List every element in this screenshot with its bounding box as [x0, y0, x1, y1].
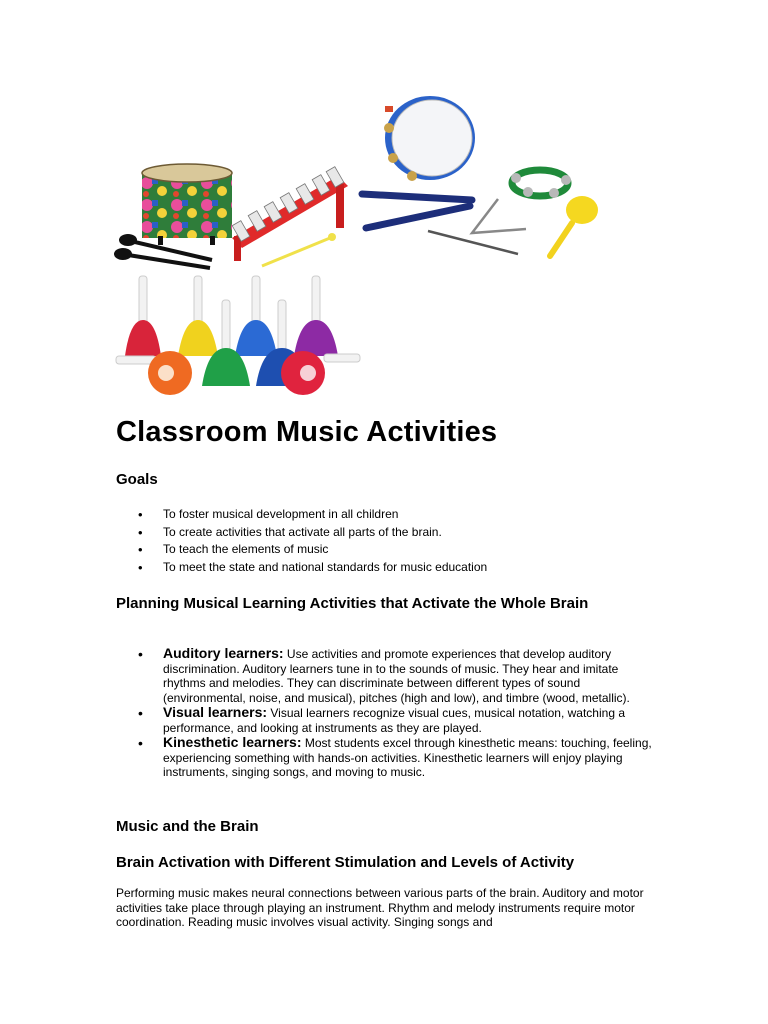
- learner-item-visual: [116, 705, 656, 735]
- learners-list: [116, 646, 656, 780]
- learner-label: Auditory learners:: [163, 645, 284, 661]
- body-paragraph: Performing music makes neural connections between various parts of the brain. Auditory and motor activities take place through playing an instrument. Rhythm and melody instruments require motor coordination. Reading music involves visual activity. Singing songs and: [116, 886, 644, 929]
- goals-list: [116, 506, 487, 577]
- rhythm-sticks-icon: [362, 194, 472, 228]
- music-instruments-illustration: [110, 88, 610, 403]
- learner-label: Kinesthetic learners:: [163, 734, 302, 750]
- goal-item: • To teach the elements of music: [116, 541, 487, 559]
- activation-heading: Brain Activation with Different Stimulation and Levels of Activity: [116, 854, 575, 871]
- goals-heading: Goals: [116, 471, 158, 488]
- tambourine-icon: [384, 96, 475, 181]
- maraca-icon: [550, 196, 598, 256]
- goal-item: • To foster musical development in all children: [116, 506, 487, 524]
- brain-heading: Music and the Brain: [116, 818, 259, 835]
- planning-heading: Planning Musical Learning Activities that Activate the Whole Brain: [116, 595, 589, 612]
- learner-description: Visual learners recognize visual cues, musical notation, watching a performance, and looking at instruments as they are played.: [163, 706, 625, 735]
- jingle-bells-icon: [511, 170, 571, 198]
- learner-label: Visual learners:: [163, 704, 268, 720]
- triangle-icon: [428, 199, 526, 254]
- drum-icon: [142, 164, 232, 245]
- learner-description: Most students excel through kinesthetic means: touching, feeling, experiencing something with hands-on activities. Kinesthetic learners will enjoy playing instruments, singing songs, and moving to music.: [163, 736, 652, 779]
- goal-item: • To meet the state and national standards for music education: [116, 559, 487, 577]
- hand-bells-icon: [116, 276, 360, 395]
- learner-description: Use activities and promote experiences that develop auditory discrimination. Auditory learners tune in to the sounds of music. They hear and imitate rhythms and melodies. They can discriminate between different types of sound (environmental, noise, and musical), pitches (high and low), and timbre (wood, metallic).: [163, 647, 630, 705]
- learner-item-auditory: [116, 646, 656, 705]
- learner-item-kinesthetic: [116, 735, 656, 780]
- xylophone-icon: [232, 167, 348, 266]
- goal-item: • To create activities that activate all parts of the brain.: [116, 524, 487, 542]
- page-title: Classroom Music Activities: [116, 416, 498, 448]
